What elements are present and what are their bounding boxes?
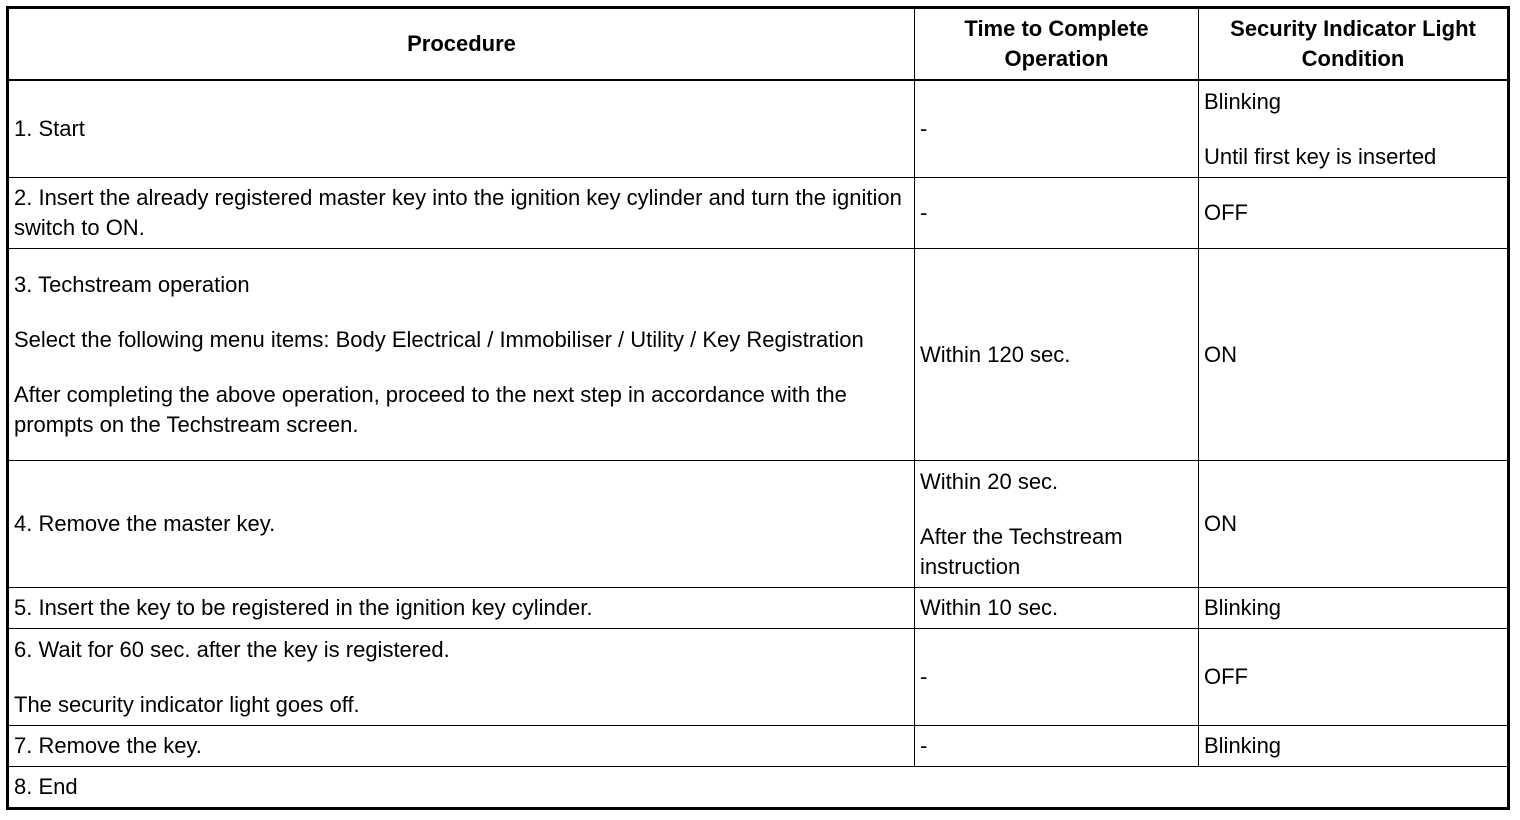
procedure-cell	[8, 249, 915, 461]
procedure-note: The security indicator light goes off.	[14, 691, 360, 717]
table-row	[8, 726, 1509, 767]
procedure-cell	[8, 726, 915, 767]
indicator-text: Blinking	[1204, 595, 1282, 620]
procedure-text: 4. Remove the master key.	[14, 511, 276, 536]
procedure-cell	[8, 461, 915, 588]
table-row	[8, 588, 1509, 629]
indicator-cell	[1199, 629, 1509, 726]
time-cell	[915, 588, 1199, 629]
time-text: Within 120 sec.	[920, 341, 1071, 367]
procedure-cell	[8, 80, 915, 178]
procedure-text: 1. Start	[14, 116, 85, 141]
procedure-cell-end	[8, 767, 1509, 809]
table-row	[8, 178, 1509, 249]
procedure-text: 8. End	[14, 774, 78, 799]
indicator-text: ON	[1204, 341, 1237, 367]
time-cell	[915, 629, 1199, 726]
table-row	[8, 80, 1509, 178]
time-text: Within 10 sec.	[920, 595, 1059, 620]
header-indicator-line-1: Security Indicator Light	[1230, 16, 1476, 41]
table-row	[8, 249, 1509, 461]
time-note: After the Techstream instruction	[920, 523, 1123, 579]
procedure-cell	[8, 588, 915, 629]
indicator-text: Blinking	[1204, 733, 1282, 758]
procedure-note: Select the following menu items: Body Electrical / Immobiliser / Utility / Key Registration	[14, 326, 864, 352]
procedure-cell	[8, 629, 915, 726]
indicator-cell	[1199, 80, 1509, 178]
indicator-note: Until first key is inserted	[1204, 143, 1437, 169]
time-cell	[915, 178, 1199, 249]
time-cell	[915, 461, 1199, 588]
time-text: -	[920, 116, 928, 141]
time-cell	[915, 726, 1199, 767]
procedure-note: After completing the above operation, proceed to the next step in accordance with the prompts on the Techstream screen.	[14, 381, 847, 437]
procedure-text: 3. Techstream operation	[14, 271, 250, 297]
indicator-cell	[1199, 178, 1509, 249]
time-text: -	[920, 200, 928, 225]
procedure-text: 2. Insert the already registered master key into the ignition key cylinder and turn the ignition switch to ON.	[14, 185, 902, 240]
indicator-cell	[1199, 249, 1509, 461]
header-time-line-1: Time to Complete	[964, 16, 1149, 41]
header-security-indicator	[1199, 8, 1509, 81]
table-row	[8, 629, 1509, 726]
time-text: -	[920, 664, 928, 689]
header-time-to-complete	[915, 8, 1199, 81]
table-row	[8, 461, 1509, 588]
table-row	[8, 767, 1509, 809]
procedure-text: 6. Wait for 60 sec. after the key is registered.	[14, 636, 450, 662]
indicator-text: OFF	[1204, 200, 1248, 225]
indicator-text: OFF	[1204, 664, 1248, 689]
header-row	[8, 8, 1509, 81]
time-text: -	[920, 733, 928, 758]
header-time-line-2: Operation	[1004, 46, 1109, 71]
time-text: Within 20 sec.	[920, 468, 1059, 494]
time-cell	[915, 249, 1199, 461]
indicator-cell	[1199, 726, 1509, 767]
indicator-cell	[1199, 461, 1509, 588]
indicator-text: Blinking	[1204, 88, 1282, 114]
procedure-text: 7. Remove the key.	[14, 733, 202, 758]
header-procedure: Procedure	[8, 8, 915, 81]
header-indicator-line-2: Condition	[1301, 46, 1405, 71]
time-cell	[915, 80, 1199, 178]
procedure-text: 5. Insert the key to be registered in the ignition key cylinder.	[14, 595, 593, 620]
indicator-text: ON	[1204, 511, 1237, 536]
indicator-cell	[1199, 588, 1509, 629]
key-registration-table	[6, 6, 1510, 810]
procedure-cell	[8, 178, 915, 249]
